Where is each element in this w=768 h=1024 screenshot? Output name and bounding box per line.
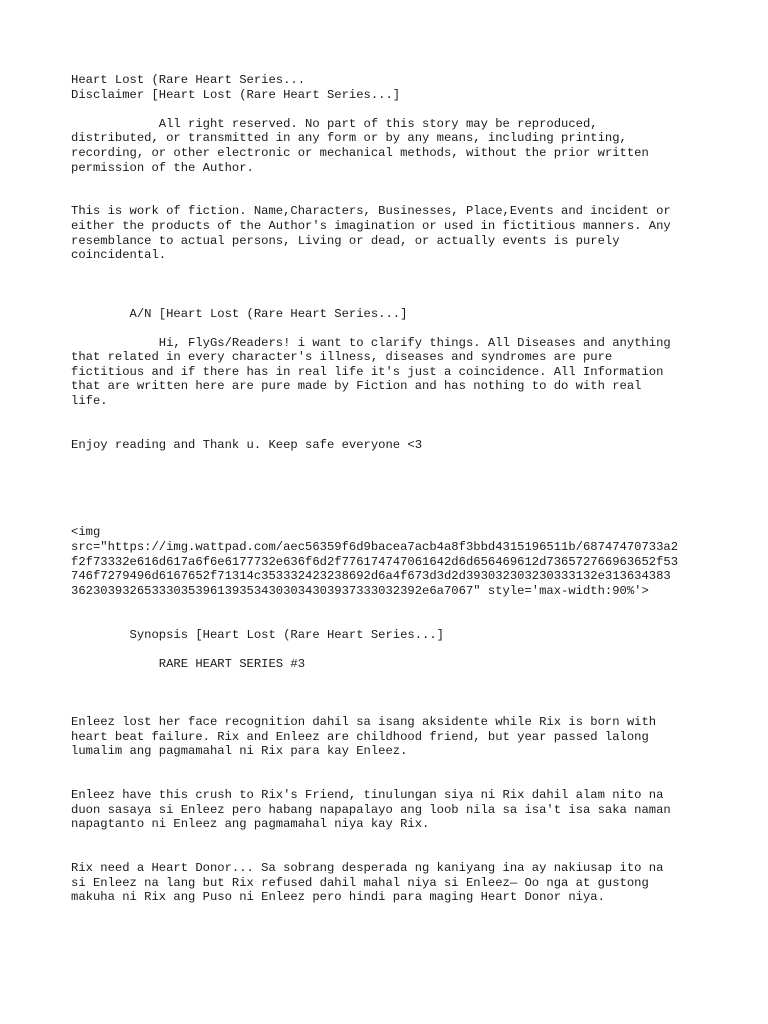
blank-line [71,292,701,307]
rights-line: distributed, or transmitted in any form or by any means, including printing, [71,131,627,146]
synopsis-paragraph-1 [71,715,701,759]
rights-line: All right reserved. No part of this story may be reproduced, [71,116,598,131]
author-note-line: Hi, FlyGs/Readers! i want to clarify things. All Diseases and anything [71,335,671,350]
blank-line [71,102,701,117]
blank-line [71,321,701,336]
synopsis-line: lumalim ang pagmamahal ni Rix para kay Enleez. [71,744,408,759]
synopsis-line: makuha ni Rix ang Puso ni Enleez pero hindi para maging Heart Donor niya. [71,890,605,905]
image-tag-line: 362303932653330353961393534303034303937333032392e6a7067" style='max-width:90%'> [71,583,649,598]
blank-line [71,832,701,847]
blank-line [71,452,701,467]
blank-line [71,190,701,205]
blank-line [71,175,701,190]
blank-line [71,671,701,686]
author-note-line: fictitious and if there has in real life it's just a coincidence. All Information [71,364,664,379]
series-label: RARE HEART SERIES #3 [71,656,306,671]
fiction-line: resemblance to actual persons, Living or dead, or actually events is purely [71,233,620,248]
blank-line [71,686,701,701]
fiction-line: This is work of fiction. Name,Characters, Businesses, Place,Events and incident or [71,204,671,219]
fiction-notice-paragraph [71,204,701,262]
fiction-line: either the products of the Author's imagination or used in fictitious manners. Any [71,218,671,233]
blank-line [71,263,701,278]
image-tag-line: 746f7279496d6167652f71314c353332423238692d6a4f673d3d2d393032303230333132e313634383 [71,569,671,584]
document-page [71,73,701,905]
image-tag-line: <img [71,525,101,540]
synopsis-line: napagtanto ni Enleez ang pagmamahal niya kay Rix. [71,817,430,832]
blank-line [71,774,701,789]
blank-line [71,598,701,613]
synopsis-line: Rix need a Heart Donor... Sa sobrang desperada ng kaniyang ina ay nakiusap ito na [71,861,664,876]
blank-line [71,613,701,628]
blank-line [71,467,701,482]
fiction-line: coincidental. [71,248,167,263]
story-title-line: Heart Lost (Rare Heart Series... [71,73,306,87]
blank-line [71,642,701,657]
author-note-closing: Enjoy reading and Thank u. Keep safe everyone <3 [71,437,423,452]
blank-line [71,846,701,861]
synopsis-line: Enleez lost her face recognition dahil sa isang aksidente while Rix is born with [71,715,657,730]
image-tag-line: src="https://img.wattpad.com/aec56359f6d9bacea7acb4a8f3bbd4315196511b/68747470733a2 [71,540,679,554]
rights-line: recording, or other electronic or mechanical methods, without the prior written [71,145,649,160]
rights-paragraph [71,117,701,175]
synopsis-line: duon sasaya si Enleez pero habang napapalayo ang loob nila sa isa't isa saka naman [71,802,671,817]
synopsis-heading: Synopsis [Heart Lost (Rare Heart Series...] [71,627,444,642]
synopsis-paragraph-3 [71,861,701,905]
blank-line [71,277,701,292]
blank-line [71,759,701,774]
image-tag-line: f2f73332e616d617a6f6e6177732e636f6d2f776174747061642d6d656469612d736572766963652f53 [71,554,679,569]
blank-line [71,701,701,716]
rights-line: permission of the Author. [71,160,254,175]
disclaimer-heading: Disclaimer [Heart Lost (Rare Heart Series...] [71,87,401,102]
author-note-heading: A/N [Heart Lost (Rare Heart Series...] [71,306,408,321]
synopsis-line: si Enleez na lang but Rix refused dahil mahal niya si Enleez— Oo nga at gustong [71,875,649,890]
blank-line [71,496,701,511]
synopsis-line: Enleez have this crush to Rix's Friend, tinulungan siya ni Rix dahil alam nito na [71,788,664,803]
synopsis-paragraph-2 [71,788,701,832]
blank-line [71,409,701,424]
blank-line [71,511,701,526]
author-note-paragraph [71,336,701,409]
blank-line [71,482,701,497]
author-note-line: that related in every character's illness, diseases and syndromes are pure [71,350,613,365]
image-tag-text [71,525,701,598]
blank-line [71,423,701,438]
synopsis-line: heart beat failure. Rix and Enleez are childhood friend, but year passed lalong [71,729,649,744]
author-note-line: life. [71,394,108,409]
author-note-line: that are written here are pure made by Fiction and has nothing to do with real [71,379,642,394]
